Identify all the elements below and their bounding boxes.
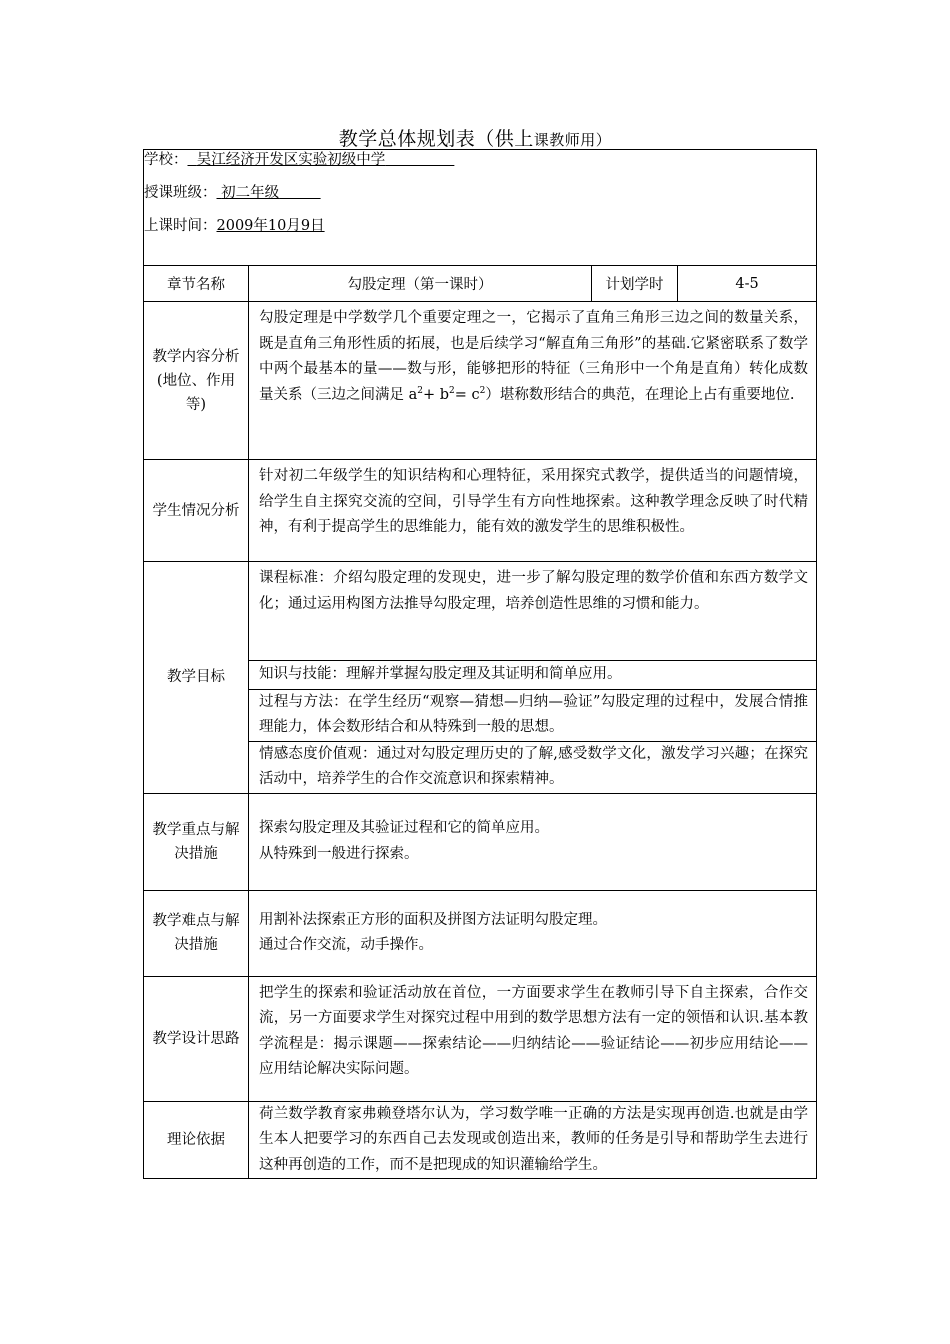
difficulties-line-2: 通过合作交流，动手操作。 xyxy=(259,937,433,953)
student-analysis-label: 学生情况分析 xyxy=(144,460,249,562)
page-title xyxy=(0,124,950,151)
difficulties-text xyxy=(249,890,817,976)
theory-text: 荷兰数学教育家弗赖登塔尔认为，学习数学唯一正确的方法是实现再创造.也就是由学生本人把要学习的东西自己去发现或创造出来，教师的任务是引导和帮助学生去进行这种再创造的工作，而不是把现成的知识灌输给学生。 xyxy=(249,1101,817,1179)
planning-table xyxy=(143,149,817,1179)
school-line xyxy=(144,150,816,170)
objectives-label: 教学目标 xyxy=(144,562,249,794)
chapter-label: 章节名称 xyxy=(144,266,249,302)
theory-row xyxy=(144,1101,817,1179)
design-row xyxy=(144,976,817,1101)
key-points-line-1: 探索勾股定理及其验证过程和它的简单应用。 xyxy=(259,820,549,836)
student-analysis-text: 针对初二年级学生的知识结构和心理特征，采用探究式教学，提供适当的问题情境，给学生自主探究交流的空间，引导学生有方向性地探索。这种教学理念反映了时代精神，有利于提高学生的思维能力，能有效的激发学生的思维积极性。 xyxy=(249,460,817,562)
class-value: 初二年级 xyxy=(221,185,280,201)
hours-label: 计划学时 xyxy=(592,266,678,302)
content-analysis-label: 教学内容分析(地位、作用等) xyxy=(144,302,249,460)
school-label: 学校： xyxy=(144,152,188,168)
objectives-process: 过程与方法：在学生经历“观察—猜想—归纳—验证”勾股定理的过程中，发展合情推理能力，体会数形结合和从特殊到一般的思想。 xyxy=(249,689,817,741)
header-row xyxy=(144,150,817,266)
hours-value: 4-5 xyxy=(678,266,817,302)
key-points-text xyxy=(249,793,817,890)
chapter-value: 勾股定理（第一课时） xyxy=(249,266,592,302)
content-analysis-text: 勾股定理是中学数学几个重要定理之一，它揭示了直角三角形三边之间的数量关系，既是直角三角形性质的拓展，也是后续学习“解直角三角形”的基础.它紧密联系了数学中两个最基本的量——数与形，能够把形的特征（三角形中一个角是直角）转化成数量关系（三边之间满足 $a^2+ b^2= c^2$）堪称数形结合的典范，在理论上占有重要地位. xyxy=(249,302,817,460)
objectives-curriculum: 课程标准：介绍勾股定理的发现史，进一步了解勾股定理的数学价值和东西方数学文化；通过运用构图方法推导勾股定理，培养创造性思维的习惯和能力。 xyxy=(249,562,817,661)
time-value: 2009年10月9日 xyxy=(216,218,325,234)
design-text: 把学生的探索和验证活动放在首位，一方面要求学生在教师引导下自主探索，合作交流，另一方面要求学生对探究过程中用到的数学思想方法有一定的领悟和认识.基本教学流程是：揭示课题——探索结论——归纳结论——验证结论——初步应用结论——应用结论解决实际问题。 xyxy=(249,976,817,1101)
title-suffix: 课教师用） xyxy=(533,131,612,149)
design-label: 教学设计思路 xyxy=(144,976,249,1101)
key-points-label: 教学重点与解决措施 xyxy=(144,793,249,890)
chapter-row xyxy=(144,266,817,302)
class-label: 授课班级： xyxy=(144,185,217,201)
objectives-emotion: 情感态度价值观：通过对勾股定理历史的了解,感受数学文化，激发学习兴趣；在探究活动中，培养学生的合作交流意识和探索精神。 xyxy=(249,741,817,793)
difficulties-label: 教学难点与解决措施 xyxy=(144,890,249,976)
class-line xyxy=(144,183,816,203)
time-label: 上课时间： xyxy=(144,218,217,234)
difficulties-line-1: 用割补法探索正方形的面积及拼图方法证明勾股定理。 xyxy=(259,911,607,928)
theory-label: 理论依据 xyxy=(144,1101,249,1179)
student-analysis-row xyxy=(144,460,817,562)
objectives-knowledge: 知识与技能：理解并掌握勾股定理及其证明和简单应用。 xyxy=(249,661,817,690)
key-points-line-2: 从特殊到一般进行探索。 xyxy=(259,845,419,862)
objectives-row-curriculum xyxy=(144,562,817,661)
content-analysis-row xyxy=(144,302,817,460)
school-value: 吴江经济开发区实验初级中学 xyxy=(196,152,386,168)
title-main: 教学总体规划表（供上 xyxy=(338,128,534,150)
time-line xyxy=(144,216,816,236)
difficulties-row xyxy=(144,890,817,976)
header-cell xyxy=(144,150,817,266)
key-points-row xyxy=(144,793,817,890)
